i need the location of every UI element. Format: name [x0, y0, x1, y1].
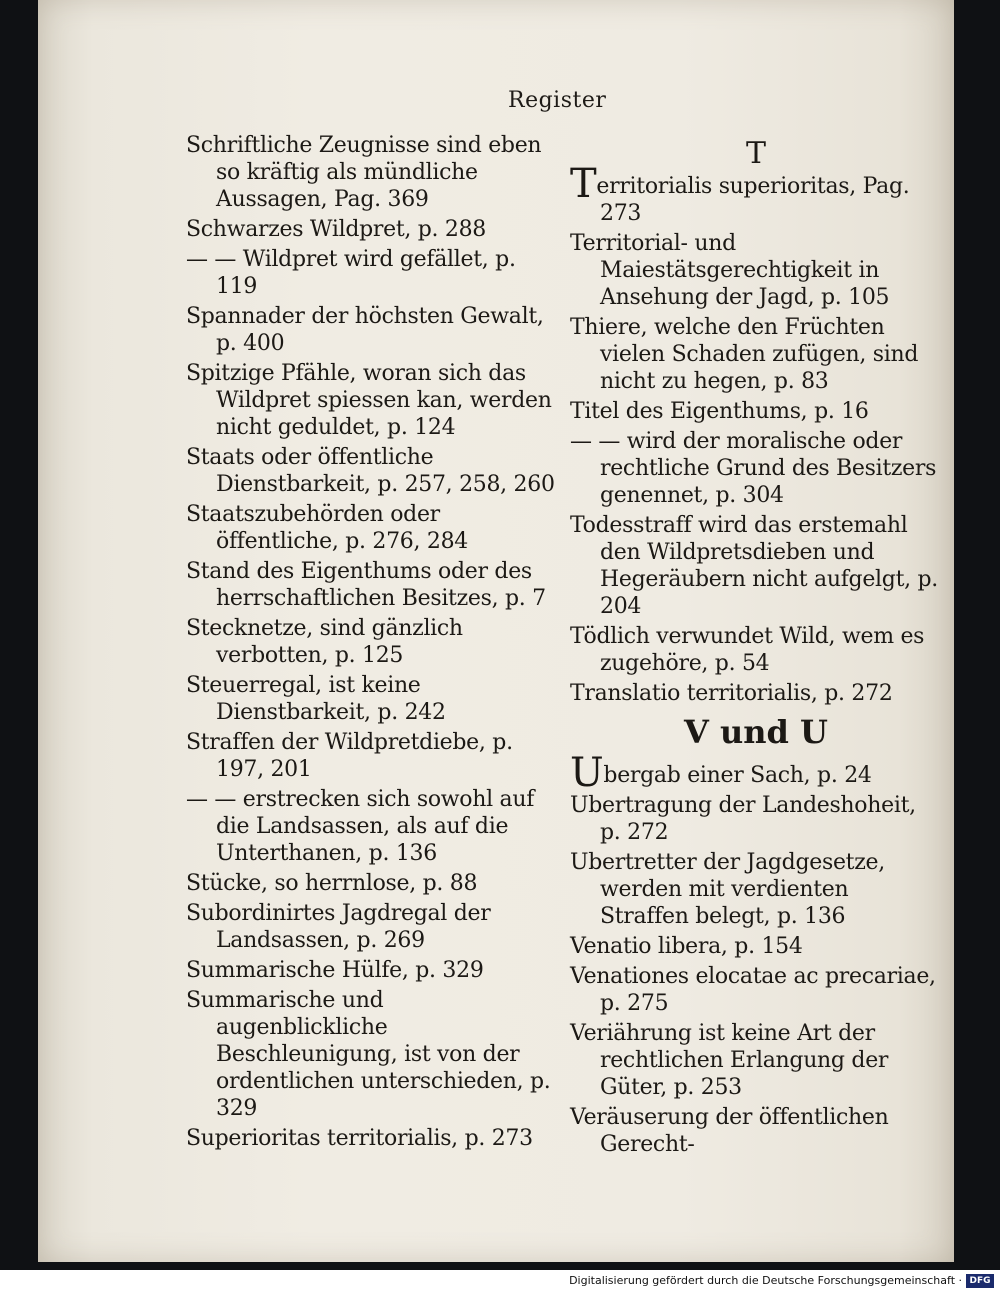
index-entry: Subordinirtes Jagdregal der Landsassen, p. 269 — [186, 901, 491, 953]
index-entry-first — [570, 161, 942, 227]
index-entry: Stecknetze, sind gänzlich verbotten, p. 125 — [186, 616, 463, 668]
drop-initial: U — [570, 750, 604, 796]
running-head: Register — [508, 88, 607, 113]
index-entry: Steuerregal, ist keine Dienstbarkeit, p. 242 — [186, 673, 446, 725]
index-entry: Summarische und augenblickliche Beschleunigung, ist von der ordentlichen unterschieden, p. 329 — [186, 988, 551, 1121]
index-entry-text: bergab einer Sach, p. 24 — [603, 763, 872, 788]
index-entry: Schriftliche Zeugnisse sind eben so kräftig als mündliche Aussagen, Pag. 369 — [186, 133, 542, 212]
index-entry: Titel des Eigenthums, p. 16 — [570, 399, 869, 424]
drop-initial: T — [570, 161, 597, 207]
index-entry: Thiere, welche den Früchten vielen Schaden zufügen, sind nicht zu hegen, p. 83 — [570, 315, 919, 394]
index-entry: Veriährung ist keine Art der rechtlichen Erlangung der Güter, p. 253 — [570, 1021, 889, 1100]
index-entry: — — erstrecken sich sowohl auf die Landsassen, als auf die Unterthanen, p. 136 — [186, 787, 535, 866]
index-entry: Spitzige Pfähle, woran sich das Wildpret spiessen kan, werden nicht geduldet, p. 124 — [186, 361, 552, 440]
index-entry: — — wird der moralische oder rechtliche Grund des Besitzers genennet, p. 304 — [570, 429, 937, 508]
index-entry: — — Wildpret wird gefället, p. 119 — [186, 247, 516, 299]
section-heading-v-und-u: V und U — [684, 713, 828, 751]
index-entry: Territorial- und Maiestätsgerechtigkeit in Ansehung der Jagd, p. 105 — [570, 231, 890, 310]
index-entry-first — [570, 750, 942, 796]
index-entry: Staatszubehörden oder öffentliche, p. 276, 284 — [186, 502, 468, 554]
dfg-logo: DFG — [966, 1274, 994, 1288]
index-entry: Stücke, so herrnlose, p. 88 — [186, 871, 478, 896]
left-column — [186, 132, 558, 1155]
index-entry: Superioritas territorialis, p. 273 — [186, 1126, 533, 1151]
funding-credit: Digitalisierung gefördert durch die Deutsche Forschungsgemeinschaft · — [569, 1274, 962, 1287]
index-entry: Todesstraff wird das erstemahl den Wildpretsdieben und Hegeräubern nicht aufgelgt, p. 204 — [570, 513, 938, 619]
index-entry: Schwarzes Wildpret, p. 288 — [186, 217, 487, 242]
index-entry: Ubertragung der Landeshoheit, p. 272 — [570, 793, 916, 845]
index-entry: Stand des Eigenthums oder des herrschaftlichen Besitzes, p. 7 — [186, 559, 546, 611]
index-entry: Staats oder öffentliche Dienstbarkeit, p. 257, 258, 260 — [186, 445, 555, 497]
index-entry: Spannader der höchsten Gewalt, p. 400 — [186, 304, 544, 356]
index-entry: Straffen der Wildpretdiebe, p. 197, 201 — [186, 730, 513, 782]
index-entry: Ubertretter der Jagdgesetze, werden mit verdienten Straffen belegt, p. 136 — [570, 850, 885, 929]
index-entry-text: erritorialis superioritas, Pag. 273 — [596, 174, 910, 226]
index-entry: Summarische Hülfe, p. 329 — [186, 958, 484, 983]
index-entry: Translatio territorialis, p. 272 — [570, 681, 893, 706]
index-entry: Venatio libera, p. 154 — [570, 934, 803, 959]
index-entry: Venationes elocatae ac precariae, p. 275 — [570, 964, 936, 1016]
right-column — [570, 132, 942, 1161]
footer-bar — [0, 1272, 1000, 1293]
index-entry: Veräuserung der öffentlichen Gerecht- — [570, 1105, 889, 1157]
section-heading-t: T — [745, 136, 766, 171]
index-entry: Tödlich verwundet Wild, wem es zugehöre, p. 54 — [570, 624, 925, 676]
